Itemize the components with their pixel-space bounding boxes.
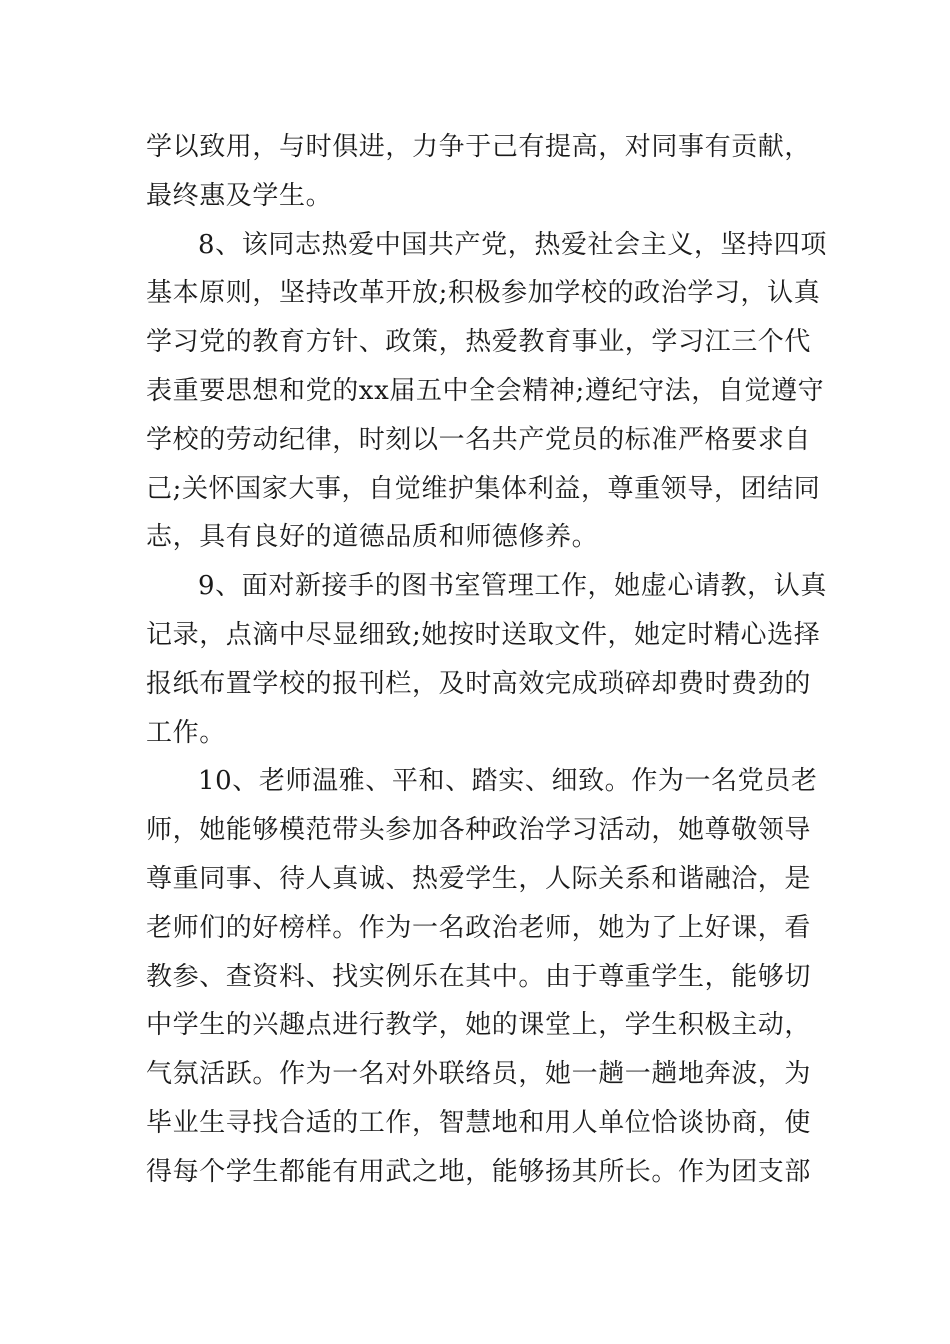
text-line: 8、该同志热爱中国共产党，热爱社会主义，坚持四项 — [198, 229, 827, 260]
text-line: 尊重同事、待人真诚、热爱学生，人际关系和谐融洽，是 — [146, 863, 812, 894]
text-line: 志，具有良好的道德品质和师德修养。 — [146, 522, 599, 553]
text-line: 气氛活跃。作为一名对外联络员，她一趟一趟地奔波，为 — [146, 1059, 812, 1090]
text-line: 10、老师温雅、平和、踏实、细致。作为一名党员老 — [198, 766, 818, 797]
text-line: 老师们的好榜样。作为一名政治老师，她为了上好课，看 — [146, 912, 812, 943]
text-line: 记录，点滴中尽显细致;她按时送取文件，她定时精心选择 — [146, 619, 821, 650]
text-line: 基本原则，坚持改革开放;积极参加学校的政治学习，认真 — [146, 278, 821, 309]
text-line: 师，她能够模范带头参加各种政治学习活动，她尊敬领导 — [146, 815, 812, 846]
text-line: 学以致用，与时俱进，力争于己有提高，对同事有贡献， — [146, 132, 812, 162]
text-line: 9、面对新接手的图书室管理工作，她虚心请教，认真 — [198, 571, 827, 602]
text-line: 得每个学生都能有用武之地，能够扬其所长。作为团支部 — [146, 1156, 812, 1187]
text-line: 报纸布置学校的报刊栏，及时高效完成琐碎却费时费劲的 — [146, 668, 812, 699]
text-line: 最终惠及学生。 — [146, 180, 333, 211]
text-line: 毕业生寻找合适的工作，智慧地和用人单位恰谈协商，使 — [146, 1107, 812, 1138]
text-line: 工作。 — [146, 717, 226, 748]
text-line: 学校的劳动纪律，时刻以一名共产党员的标准严格要求自 — [146, 424, 812, 455]
text-line: 中学生的兴趣点进行教学，她的课堂上，学生积极主动， — [146, 1010, 812, 1041]
text-line: 己;关怀国家大事，自觉维护集体利益，尊重领导，团结同 — [146, 473, 821, 504]
text-line: 学习党的教育方针、政策，热爱教育事业，学习江三个代 — [146, 327, 812, 358]
document-body — [146, 123, 827, 1197]
text-line: 教参、查资料、找实例乐在其中。由于尊重学生，能够切 — [146, 961, 812, 992]
text-line: 表重要思想和党的xx届五中全会精神;遵纪守法，自觉遵守 — [146, 375, 825, 406]
